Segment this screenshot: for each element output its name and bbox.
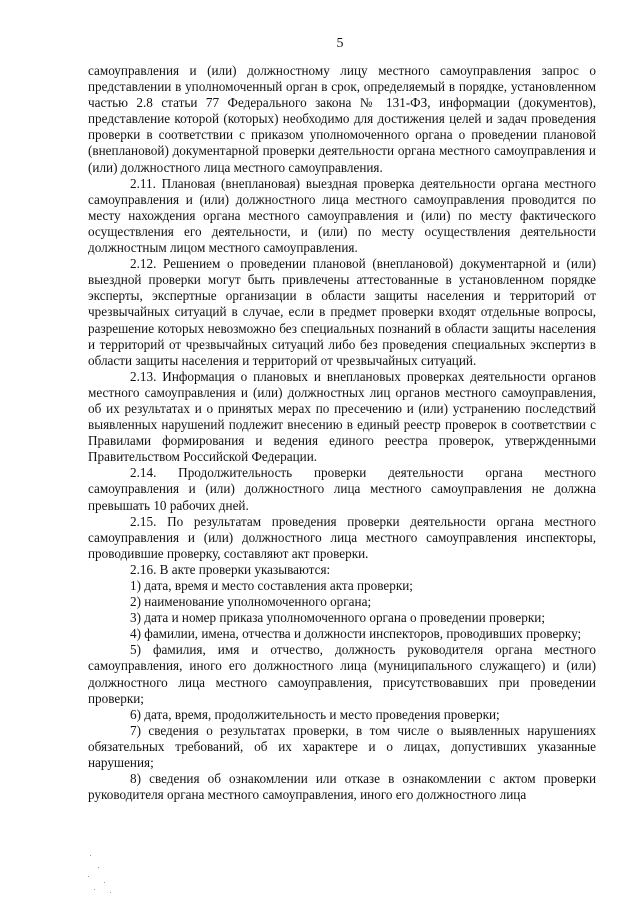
list-item-4: 4) фамилии, имена, отчества и должности инспекторов, проводивших проверку; — [130, 626, 582, 642]
paragraph-2-11: 2.11. Плановая (внеплановая) выездная проверка деятельности органа местного самоуправления и (или) должностного лица местного самоуправления проводится по месту нахождения органа местного самоуправления и (или) по месту фактического осуществления его деятельности, и (или) по месту осуществления деятельности должностным лицом местного самоуправления. — [88, 175, 596, 256]
page-number: 5 — [336, 36, 344, 51]
paragraph-2-15: 2.15. По результатам проведения проверки деятельности органа местного самоуправления и (или) должностного лица местного самоуправления инспекторы, проводившие проверку, составляют акт проверки. — [88, 513, 596, 561]
list-item-5: 5) фамилия, имя и отчество, должность руководителя органа местного самоуправления, иного его должностного лица (муниципального служащего) и (или) должностного лица местного самоуправления, присутствовавших при проведении проверки; — [88, 642, 596, 706]
document-body — [88, 63, 596, 803]
list-item-8: 8) сведения об ознакомлении или отказе в ознакомлении с актом проверки руководителя органа местного самоуправления, иного его должностного лица — [88, 771, 596, 803]
list-item-1: 1) дата, время и место составления акта проверки; — [130, 578, 413, 593]
paragraph-2-12: 2.12. Решением о проведении плановой (внеплановой) документарной и (или) выездной проверки могут быть привлечены аттестованные в установленном порядке эксперты, экспертные организации в области защиты населения и территорий от чрезвычайных ситуаций в случае, если в предмет проверки входят отдельные вопросы, разрешение которых невозможно без специальных познаний в области защиты населения и территорий от чрезвычайных ситуаций либо без проведения специальных экспертиз в области защиты населения и территорий от чрезвычайных ситуаций. — [88, 256, 596, 368]
scan-noise-dots — [86, 845, 126, 895]
list-item-2: 2) наименование уполномоченного органа; — [130, 594, 372, 610]
paragraph-2-13: 2.13. Информация о плановых и внеплановых проверках деятельности органов местного самоуправления и (или) должностных лиц органов местного самоуправления, об их результатах и о принятых мерах по пресечению и (или) устранению последствий выявленных нарушений подлежит внесению в единый реестр проверок в соответствии с Правилами формирования и ведения единого реестра проверок, утвержденными Правительством Российской Федерации. — [88, 368, 596, 465]
list-item-6: 6) дата, время, продолжительность и место проведения проверки; — [130, 706, 500, 722]
paragraph-2-16: 2.16. В акте проверки указываются: — [130, 561, 331, 577]
list-item-3: 3) дата и номер приказа уполномоченного органа о проведении проверки; — [130, 610, 545, 626]
paragraph-2-14: 2.14. Продолжительность проверки деятельности органа местного самоуправления и (или) должностного лица местного самоуправления не должна превышать 10 рабочих дней. — [88, 465, 596, 513]
paragraph-continuation: самоуправления и (или) должностному лицу местного самоуправления запрос о представлении в уполномоченный орган в срок, определяемый в порядке, установленном частью 2.8 статьи 77 Федерального закона № 131-ФЗ, информации (документов), представление которой (которых) необходимо для достижения целей и задач проведения проверки в соответствии с приказом уполномоченного органа о проведении плановой (внеплановой) документарной проверки деятельности органа местного самоуправления и (или) должностного лица местного самоуправления. — [88, 63, 596, 175]
list-item-7: 7) сведения о результатах проверки, в том числе о выявленных нарушениях обязательных требований, об их характере и о лицах, допустивших указанные нарушения; — [88, 722, 596, 771]
